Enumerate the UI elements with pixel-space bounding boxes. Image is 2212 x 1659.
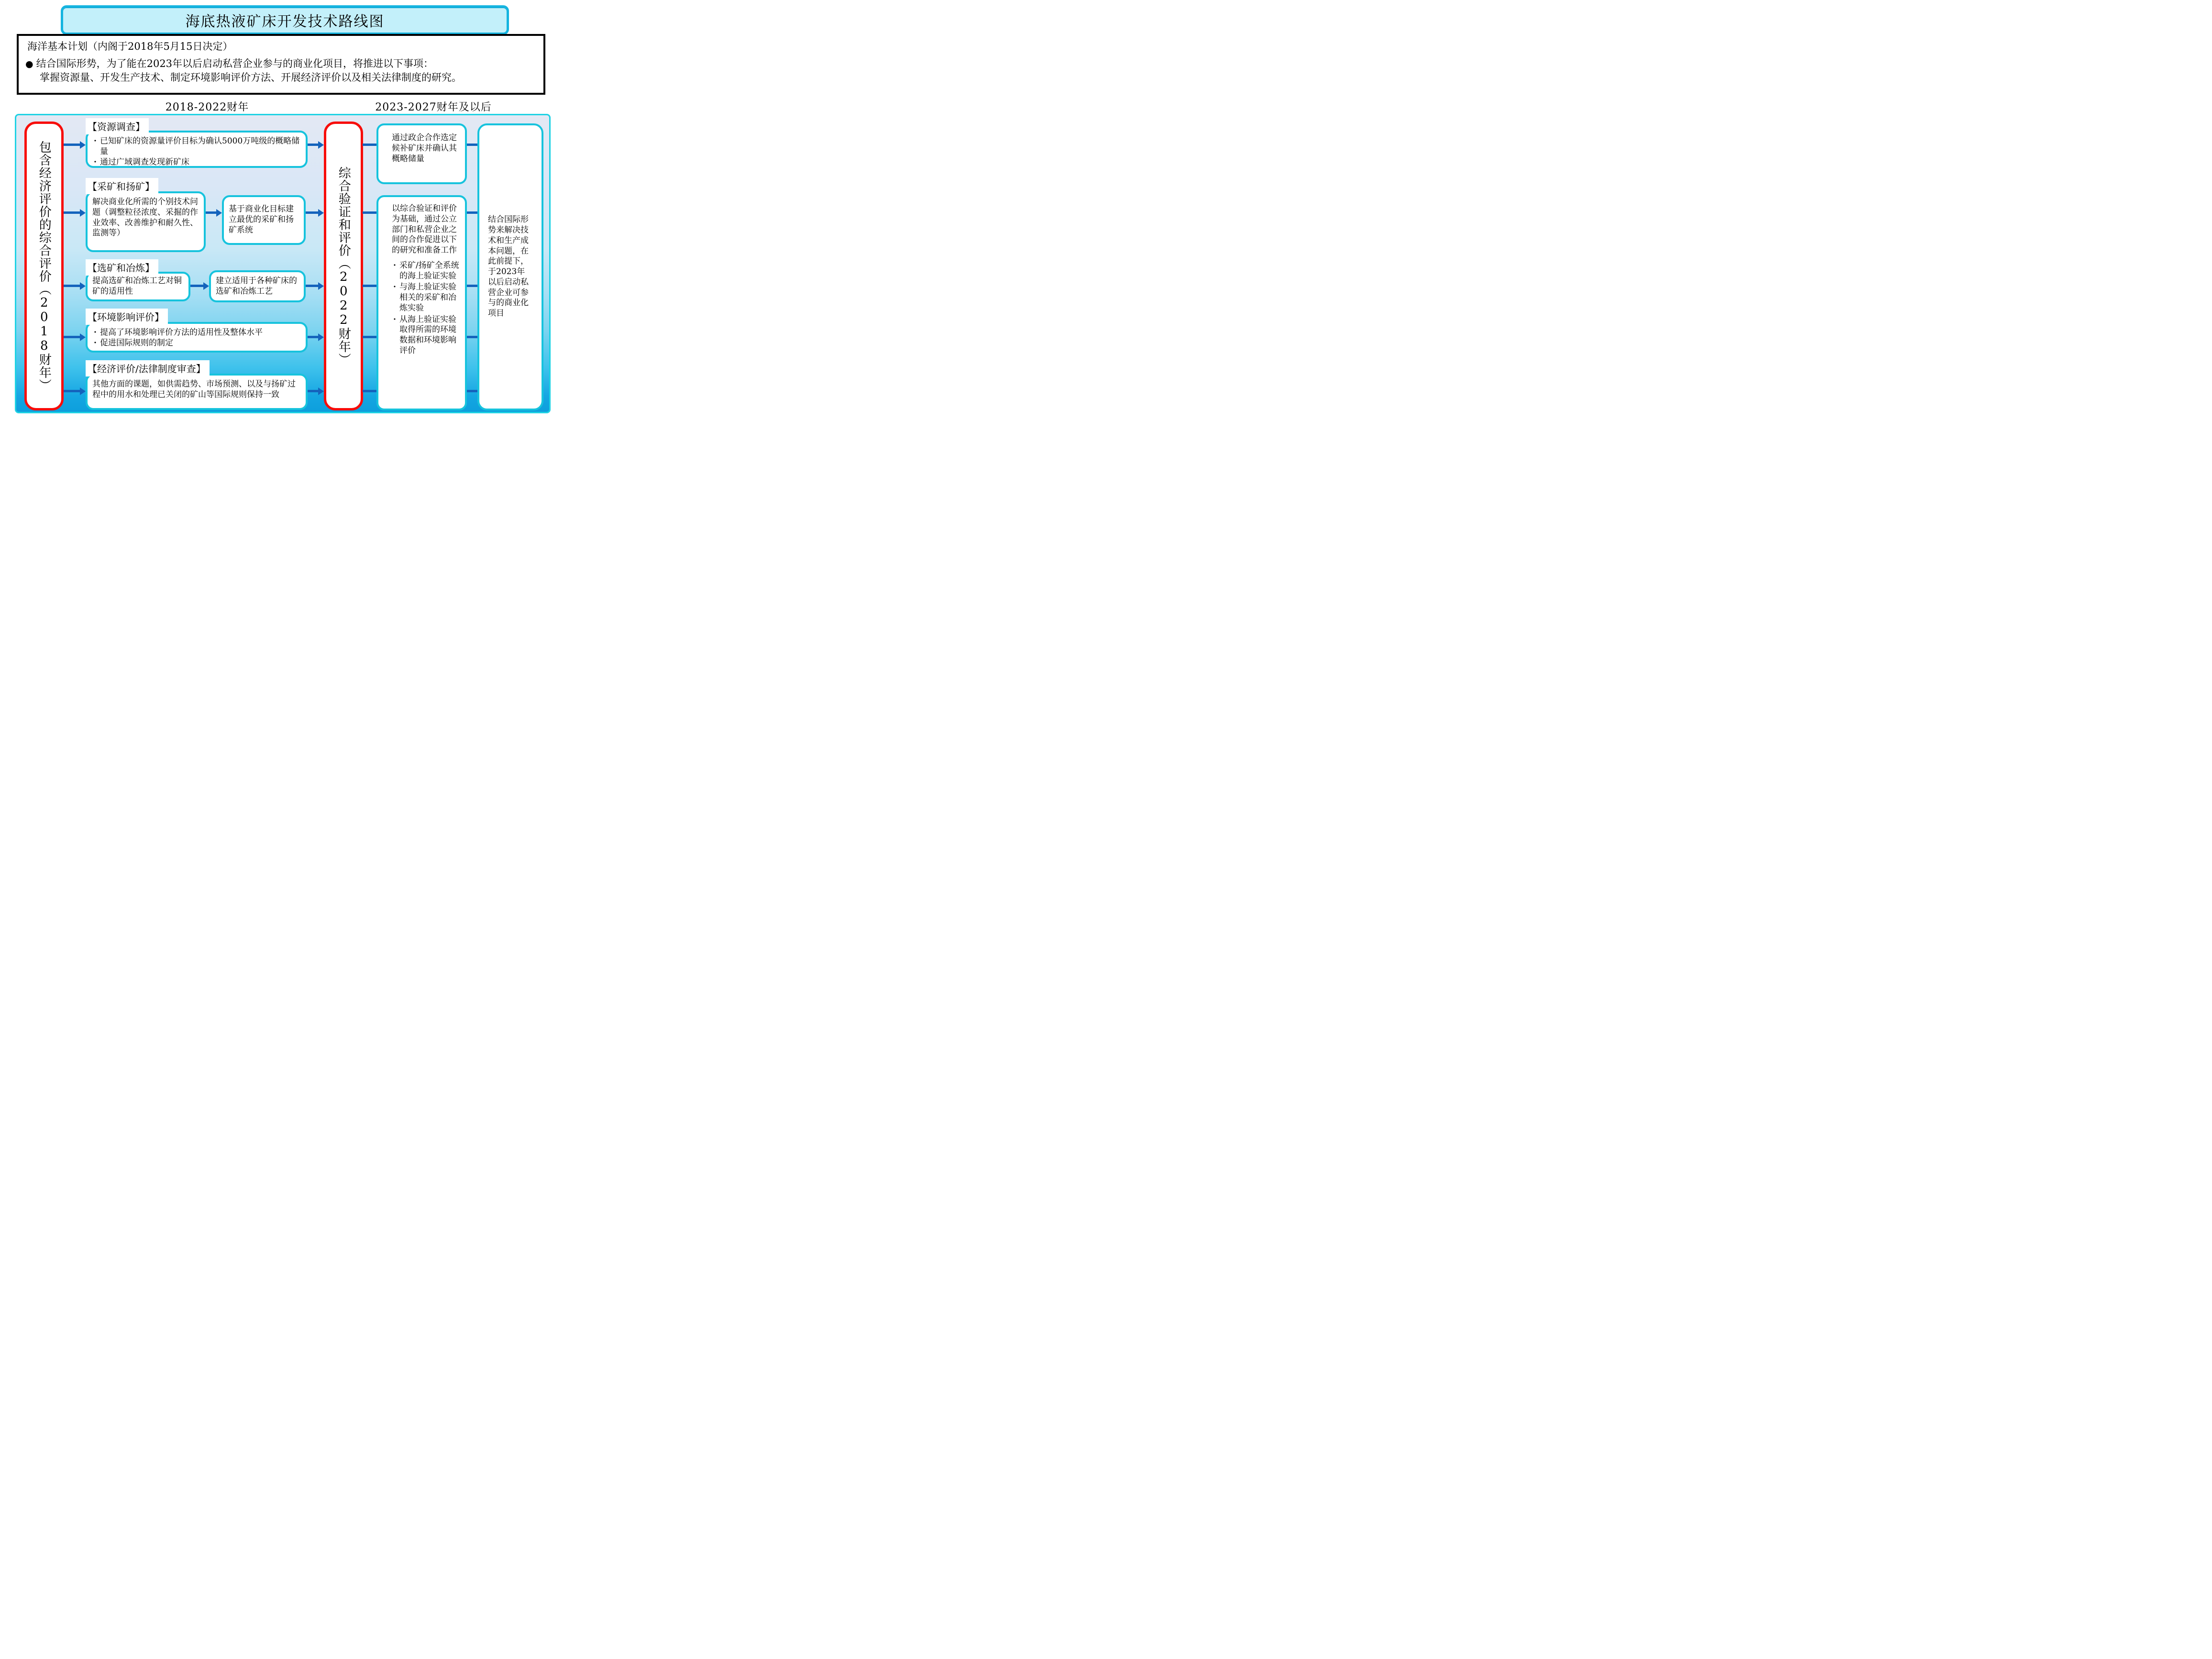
box-mining-problems: 解决商业化所需的个别技术问题（调整粒径浓度、采掘的作业效率、改善维护和耐久性、监测等）: [86, 191, 206, 252]
plan-point-continued: 掌握资源量、开发生产技术、制定环境影响评价方法、开展经济评价以及相关法律制度的研究。: [40, 71, 462, 83]
arrow-pillar-to-mining: [64, 211, 80, 214]
box-cooperation: [376, 195, 467, 410]
box-processing-deposits: 建立适用于各种矿床的选矿和冶炼工艺: [209, 270, 306, 302]
survey-bullet-2: · 通过广域调查发现新矿床: [92, 157, 301, 168]
connector-cooperation-to-goal-2: [467, 285, 477, 287]
ocean-plan-box: [17, 34, 545, 95]
bullet-dot-icon: ●: [25, 59, 33, 70]
arrow-pillar-to-environment: [64, 336, 80, 338]
cooperation-intro: 以综合验证和评价为基础，通过公立部门和私营企业之间的合作促进以下的研究和准备工作: [392, 204, 457, 255]
arrow-economy-to-center: [308, 390, 318, 392]
plan-point-text: 结合国际形势，为了能在2023年以后启动私营企业参与的商业化项目，将推进以下事项：: [36, 58, 434, 70]
connector-center-to-cooperation-1: [363, 211, 376, 214]
center-pillar-verification-2022: [324, 122, 363, 410]
box-candidate-deposits: 通过政企合作选定候补矿床并确认其概略储量: [376, 123, 467, 184]
plan-point: [25, 57, 537, 71]
center-pillar-text: 综合验证和评价（2022财年）: [336, 166, 351, 366]
label-mining: 【采矿和扬矿】: [86, 178, 158, 194]
arrow-processing1-to-processing2: [190, 285, 203, 287]
connector-center-to-cooperation-4: [363, 390, 376, 392]
connector-cooperation-to-goal-3: [467, 336, 477, 338]
connector-cooperation-to-goal-1: [467, 211, 477, 214]
cooperation-bullet-3: · 从海上验证实验取得所需的环境数据和环境影响评价: [392, 315, 460, 356]
arrow-pillar-to-economy: [64, 390, 80, 392]
arrow-processing2-to-center: [306, 285, 318, 287]
page-title: 海底热液矿床开发技术路线图: [185, 13, 385, 30]
arrow-pillar-to-processing: [64, 285, 80, 287]
arrow-mining2-to-center: [306, 211, 318, 214]
page-title-box: [61, 5, 509, 35]
arrow-environment-to-center: [308, 336, 318, 338]
connector-center-to-cooperation-3: [363, 336, 376, 338]
survey-bullet-1: · 已知矿床的资源量评价目标为确认5000万吨级的概略储量: [92, 136, 301, 157]
roadmap-page: [0, 0, 553, 415]
label-economy: 【经济评价/法律制度审查】: [86, 360, 210, 376]
environment-bullet-1: · 提高了环境影响评价方法的适用性及整体水平: [92, 328, 301, 338]
connector-center-to-cooperation-2: [363, 285, 376, 287]
connector-center-to-candidate: [363, 144, 376, 146]
plan-heading: 海洋基本计划（内阁于2018年5月15日决定）: [27, 41, 233, 52]
cooperation-bullet-2: · 与海上验证实验相关的采矿和冶炼实验: [392, 282, 460, 313]
period-2023-2027: 2023-2027财年及以后: [375, 101, 492, 113]
connector-candidate-to-goal: [467, 144, 477, 146]
connector-cooperation-to-goal-4: [467, 390, 477, 392]
left-pillar-comprehensive-evaluation-2018: [24, 122, 64, 410]
arrow-mining1-to-mining2: [206, 211, 216, 214]
left-pillar-text: 包含经济评价的综合评价（2018财年）: [37, 140, 52, 392]
arrow-pillar-to-survey: [64, 144, 80, 146]
box-processing-copper: 提高选矿和冶炼工艺对铜矿的适用性: [86, 272, 190, 301]
period-2018-2022: 2018-2022财年: [165, 101, 249, 113]
box-resource-survey: [86, 131, 308, 168]
arrow-survey-to-center: [308, 144, 318, 146]
label-processing: 【选矿和冶炼】: [86, 259, 158, 276]
label-environment: 【环境影响评价】: [86, 309, 168, 325]
environment-bullet-2: · 促进国际规则的制定: [92, 338, 301, 349]
goal-text: 结合国际形势来解决技术和生产成本问题，在此前提下，于2023年以后启动私营企业可参与的商业化项目: [488, 215, 529, 318]
cooperation-bullet-1: · 采矿/扬矿全系统的海上验证实验: [392, 261, 460, 282]
box-environment: [86, 322, 308, 353]
box-commercialization-goal: [477, 123, 543, 410]
box-economy: 其他方面的课题，如供需趋势、市场预测、以及与扬矿过程中的用水和处理已关闭的矿山等国际规则保持一致: [86, 374, 308, 410]
box-mining-system: 基于商业化目标建立最优的采矿和扬矿系统: [222, 195, 306, 245]
label-resource-survey: 【资源调查】: [86, 118, 149, 134]
